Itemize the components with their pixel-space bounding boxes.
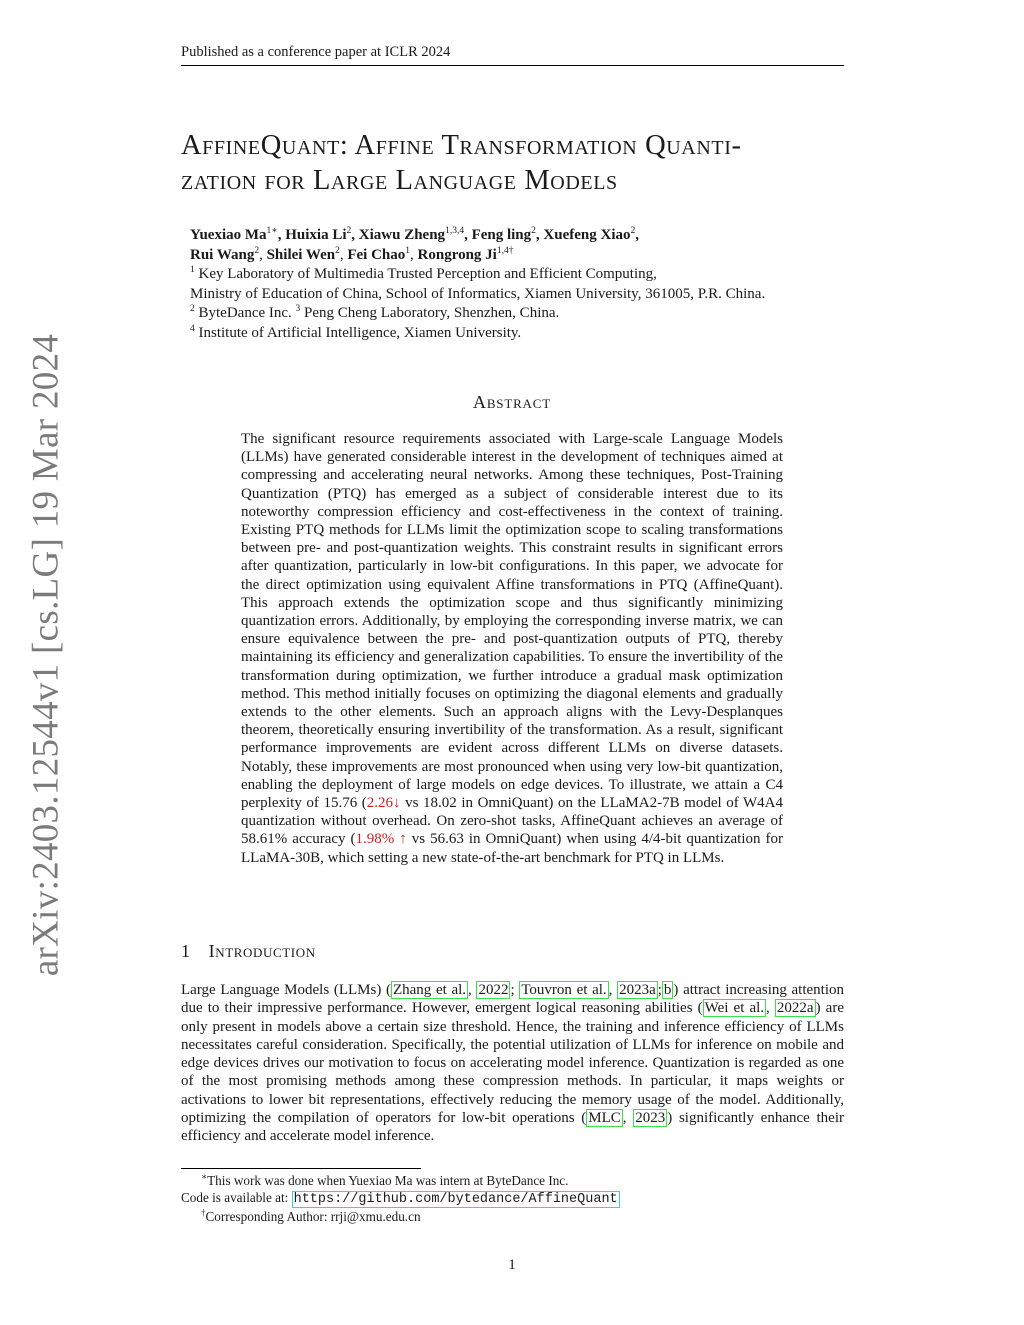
abstract-body: The significant resource requirements associated with Large-scale Language Models (LLMs) have generated considerable interest in the development of techniques aimed at compressing and accelerating neural networks. Among these techniques, Post-Training Quantization (PTQ) has emerged as a subject of considerable interest due to its noteworthy compression efficiency and cost-effectiveness in the context of training. Existing PTQ methods for LLMs limit the optimization scope to scaling transformations between pre- and post-quantization weights. This constraint results in significant errors after quantization, particularly in low-bit configurations. In this paper, we advocate for the direct optimization using equivalent Affine transformations in PTQ (AffineQuant). This approach extends the optimization scope and thus significantly minimizing quantization errors. Additionally, by employing the corresponding inverse matrix, we can ensure equivalence between the pre- and post-quantization outputs of PTQ, thereby maintaining its efficiency and generalization capabilities. To ensure the invertibility of the transformation during optimization, we further introduce a gradual mask optimization method. This method initially focuses on optimizing the diagonal elements and gradually extends to the other elements. Such an approach aligns with the Levy-Desplanques theorem, theoretically ensuring invertibility of the transformation. As a result, significant performance improvements are evident across different LLMs on diverse datasets. Notably, these improvements are most pronounced when using very low-bit quantization, enabling the deployment of large models on edge devices. To illustrate, we attain a C4 perplexity of 15.76 (2.26↓ vs 18.02 in OmniQuant) on the LLaMA2-7B model of W4A4 quantization without overhead. On zero-shot tasks, AffineQuant achieves an average of 58.61% accuracy (1.98% ↑ vs 56.63 in OmniQuant) when using 4/4-bit quantization for LLaMA-30B, which setting a new state-of-the-art benchmark for PTQ in LLMs.	[241, 431, 784, 866]
author-sup: 1,4†	[496, 245, 514, 256]
author-name: Yuexiao Ma	[190, 227, 267, 243]
author-sup: 2	[254, 245, 260, 256]
author-sup: 2	[630, 226, 636, 236]
footnotes	[181, 1172, 844, 1225]
citation-link[interactable]: Touvron et al.	[521, 982, 607, 998]
improvement-highlight-accuracy: 1.98% ↑	[355, 831, 407, 848]
footnote-code: Code is available at: https://github.com/bytedance/AffineQuant	[181, 1190, 618, 1207]
title-line-1: AffineQuant: Affine Transformation Quanti-	[181, 130, 742, 161]
affiliation-4: $^4$ Institute of Artificial Intelligence, Xiamen University.	[190, 323, 522, 341]
header-rule	[181, 65, 844, 66]
section-heading-introduction	[181, 941, 316, 962]
affiliation-2-3: $^2$ ByteDance Inc. $^3$ Peng Cheng Laboratory, Shenzhen, China.	[190, 304, 560, 321]
author-name: Huixia Li	[285, 227, 347, 243]
footnote-corresponding: †Corresponding Author: rrji@xmu.edu.cn	[201, 1207, 421, 1224]
introduction-paragraph: Large Language Models (LLMs) ( Zhang et al. , 2022 ; Touvron et al. , 2023a ; b ) attract increasing attention due to their impressive performance. However, emergent logical reasoning abilities ( Wei et al. , 2022a ) are only present in models above a certain size threshold. Hence, the training and inference efficiency of LLMs necessitates careful consideration. Specifically, the potential utilization of LLMs for inference on mobile and edge devices drives our motivation to focus on accelerating model inference. Quantization is regarded as one of the most promising methods among these compression methods. In particular, it maps weights or activations to lower bit representations, effectively reducing the memory usage of the model. Additionally, optimizing the compilation of operators for low-bit operations ( MLC , 2023 ) significantly enhance their efficiency and accelerate model inference.	[181, 982, 845, 1145]
author-sup: 2	[335, 245, 340, 256]
arxiv-stamp-text: arXiv:2403.12544v1 [cs.LG] 19 Mar 2024	[25, 333, 67, 977]
author-name: Xuefeng Xiao	[543, 227, 631, 243]
citation-link[interactable]: b	[663, 982, 672, 998]
author-sup: 1	[405, 245, 411, 256]
author-sup: 2	[346, 226, 352, 236]
citation-link[interactable]: 2022	[478, 982, 509, 998]
citation-link[interactable]: MLC	[588, 1110, 621, 1127]
author-name: Feng ling	[471, 227, 532, 243]
citation-link[interactable]: 2022a	[776, 1000, 814, 1017]
author-row-1: Yuexiao $Ma^{1∗}$, Huixia Li$^2$, Xiawu Zheng$^{1,3,4}$, Feng ling$^2$, Xuefeng Xiao$^2$,	[190, 226, 639, 243]
title-line-2: zation for Large Language Models	[181, 165, 618, 196]
footnote-internship: ∗This work was done when Yuexiao Ma was intern at ByteDance Inc.	[201, 1171, 569, 1188]
author-sup: 2	[531, 226, 536, 236]
author-sup: 1,3,4	[445, 226, 465, 236]
author-name: Rui Wang	[190, 246, 255, 263]
citation-link[interactable]: Wei et al.	[704, 1000, 765, 1017]
citation-link[interactable]: 2023a	[619, 982, 656, 998]
page-number: 1	[508, 1257, 516, 1273]
affiliation-1-cont: Ministry of Education of China, School of Informatics, Xiamen University, 361005, P.R. China.	[190, 285, 766, 302]
section-number: 1	[181, 941, 191, 961]
citation-link[interactable]: Zhang et al.	[392, 982, 467, 998]
author-row-2: Rui Wang$^2$, Shilei Wen$^2$, Fei Chao$^1$, Rongrong $Ji^{1,4\dagger}$	[190, 245, 514, 263]
author-sup: 1∗	[266, 226, 278, 236]
code-url-link[interactable]: https://github.com/bytedance/AffineQuant	[293, 1192, 618, 1207]
paper-title	[181, 128, 846, 198]
affiliation-1: $^1$ Key Laboratory of Multimedia Trusted Perception and Efficient Computing,	[190, 265, 657, 282]
conference-header: Published as a conference paper at ICLR 2024	[181, 44, 451, 60]
author-name: Xiawu Zheng	[358, 227, 446, 243]
abstract-heading: Abstract	[473, 392, 551, 412]
section-title: Introduction	[208, 941, 316, 961]
author-name: Rongrong Ji	[417, 246, 497, 263]
citation-link[interactable]: 2023	[635, 1110, 666, 1127]
author-name: Shilei Wen	[266, 246, 336, 263]
improvement-highlight-perplexity: 2.26↓	[366, 795, 401, 812]
author-block	[190, 226, 840, 343]
author-name: Fei Chao	[347, 246, 406, 263]
footnote-rule	[181, 1168, 421, 1169]
